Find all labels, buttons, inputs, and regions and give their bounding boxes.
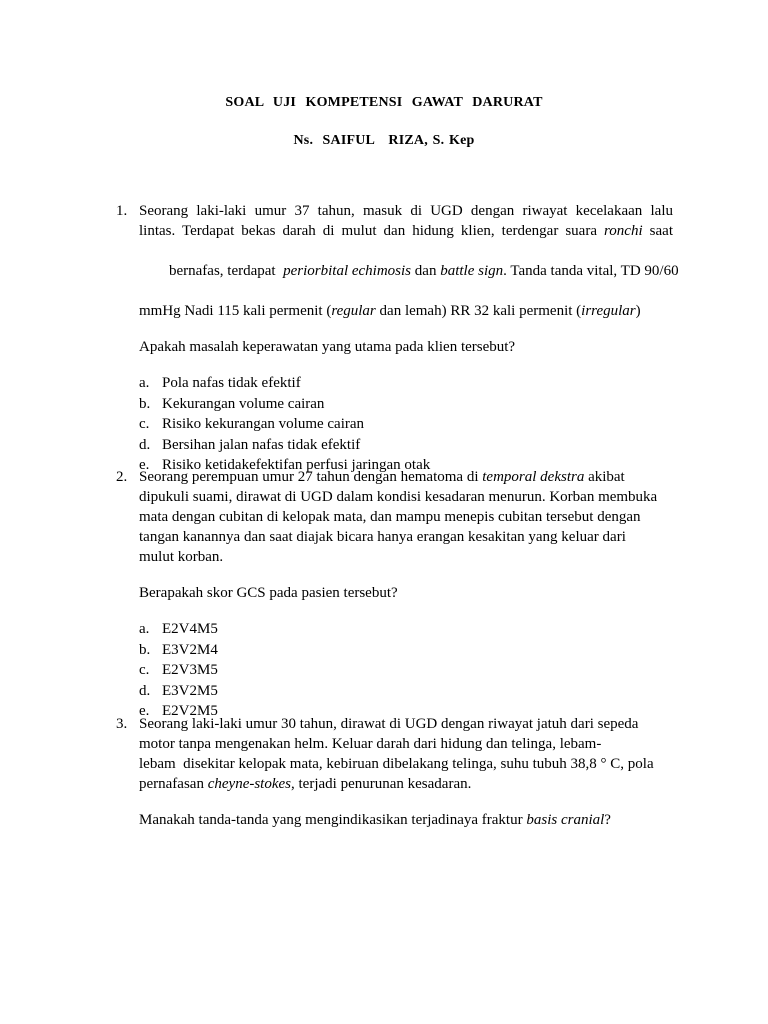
stem-line: Seorang laki-laki umur 30 tahun, dirawat di UGD dengan riwayat jatuh dari sepeda xyxy=(139,716,639,732)
option-letter: a. xyxy=(139,375,150,391)
italic-term: cheyne-stokes xyxy=(207,776,292,792)
option-text: Kekurangan volume cairan xyxy=(162,395,325,412)
stem-line: motor tanpa mengenakan helm. Keluar darah dari hidung dan telinga, lebam- xyxy=(139,736,602,752)
stem-line: mata dengan cubitan di kelopak mata, dan mampu menepis cubitan tersebut dengan xyxy=(139,509,641,525)
stem-line: lebam disekitar kelopak mata, kebiruan dibelakang telinga, suhu tubuh 38,8 ° C, pola xyxy=(139,756,654,772)
question-prompt: Apakah masalah keperawatan yang utama pada klien tersebut? xyxy=(139,339,516,355)
answer-option xyxy=(139,660,673,681)
question-number: 2. xyxy=(116,469,128,485)
stem-line: pernafasan cheyne-stokes, terjadi penurunan kesadaran. xyxy=(139,776,472,792)
italic-term: basis cranial xyxy=(526,812,605,828)
stem-line: mmHg Nadi 115 kali permenit (regular dan lemah) RR 32 kali permenit (irregular) xyxy=(139,303,641,319)
option-letter: d. xyxy=(139,682,151,699)
stem-line: Seorang laki-laki umur 37 tahun, masuk di UGD dengan riwayat kecelakaan lalu xyxy=(139,203,673,219)
option-letter: c. xyxy=(139,416,150,432)
answer-option xyxy=(139,640,673,661)
question-prompt: Berapakah skor GCS pada pasien tersebut? xyxy=(139,585,398,601)
option-text: Bersihan jalan nafas tidak efektif xyxy=(162,436,361,453)
option-text: Pola nafas tidak efektif xyxy=(162,375,301,391)
option-text: E2V2M5 xyxy=(162,703,218,719)
option-text: E3V2M5 xyxy=(162,682,218,699)
option-text: E2V4M5 xyxy=(162,621,218,637)
option-letter: c. xyxy=(139,662,150,678)
answer-option xyxy=(139,681,673,702)
stem-line: dipukuli suami, dirawat di UGD dalam kondisi kesadaran menurun. Korban membuka xyxy=(139,489,658,505)
italic-term: battle sign xyxy=(440,263,504,279)
question-number: 1. xyxy=(116,203,128,219)
question-1 xyxy=(139,201,679,476)
stem-line: mulut korban. xyxy=(139,549,224,565)
italic-term: temporal dekstra xyxy=(482,469,585,485)
answer-option xyxy=(139,414,673,435)
stem-line: lintas. Terdapat bekas darah di mulut dan hidung klien, terdengar suara ronchi saat xyxy=(139,223,673,239)
stem-line: tangan kanannya dan saat diajak bicara hanya erangan kesakitan yang keluar dari xyxy=(139,529,626,545)
answer-option xyxy=(139,435,673,456)
answer-option xyxy=(139,394,673,415)
document-author: Ns. SAIFUL RIZA, S. Kep xyxy=(293,133,475,148)
option-letter: b. xyxy=(139,641,151,658)
question-number: 3. xyxy=(116,716,128,732)
italic-term: regular xyxy=(331,303,376,319)
option-text: Risiko ketidakefektifan perfusi jaringan otak xyxy=(162,457,431,473)
question-stem xyxy=(139,714,673,794)
option-letter: d. xyxy=(139,436,151,453)
option-letter: e. xyxy=(139,703,150,719)
italic-term: periorbital echimosis xyxy=(283,263,412,279)
option-text: Risiko kekurangan volume cairan xyxy=(162,416,365,432)
option-text: E3V2M4 xyxy=(162,641,218,658)
question-stem xyxy=(139,201,679,321)
question-prompt: Manakah tanda-tanda yang mengindikasikan terjadinaya fraktur basis cranial? xyxy=(139,812,611,828)
answer-option xyxy=(139,619,673,640)
option-letter: a. xyxy=(139,621,150,637)
italic-term: irregular xyxy=(581,303,636,319)
option-text: E2V3M5 xyxy=(162,662,218,678)
answer-option xyxy=(139,373,673,394)
document-title: SOAL UJI KOMPETENSI GAWAT DARURAT xyxy=(225,95,543,110)
question-3 xyxy=(139,714,673,830)
option-letter: b. xyxy=(139,395,151,412)
stem-line: Seorang perempuan umur 27 tahun dengan hematoma di temporal dekstra akibat xyxy=(139,469,625,485)
question-stem xyxy=(139,467,673,567)
question-2 xyxy=(139,467,673,722)
italic-term: ronchi xyxy=(604,223,643,239)
answer-options xyxy=(139,619,673,722)
stem-line: bernafas, terdapat periorbital echimosis dan battle sign. Tanda tanda vital, TD 90/60 xyxy=(169,263,679,279)
answer-options xyxy=(139,373,673,476)
option-letter: e. xyxy=(139,457,150,473)
